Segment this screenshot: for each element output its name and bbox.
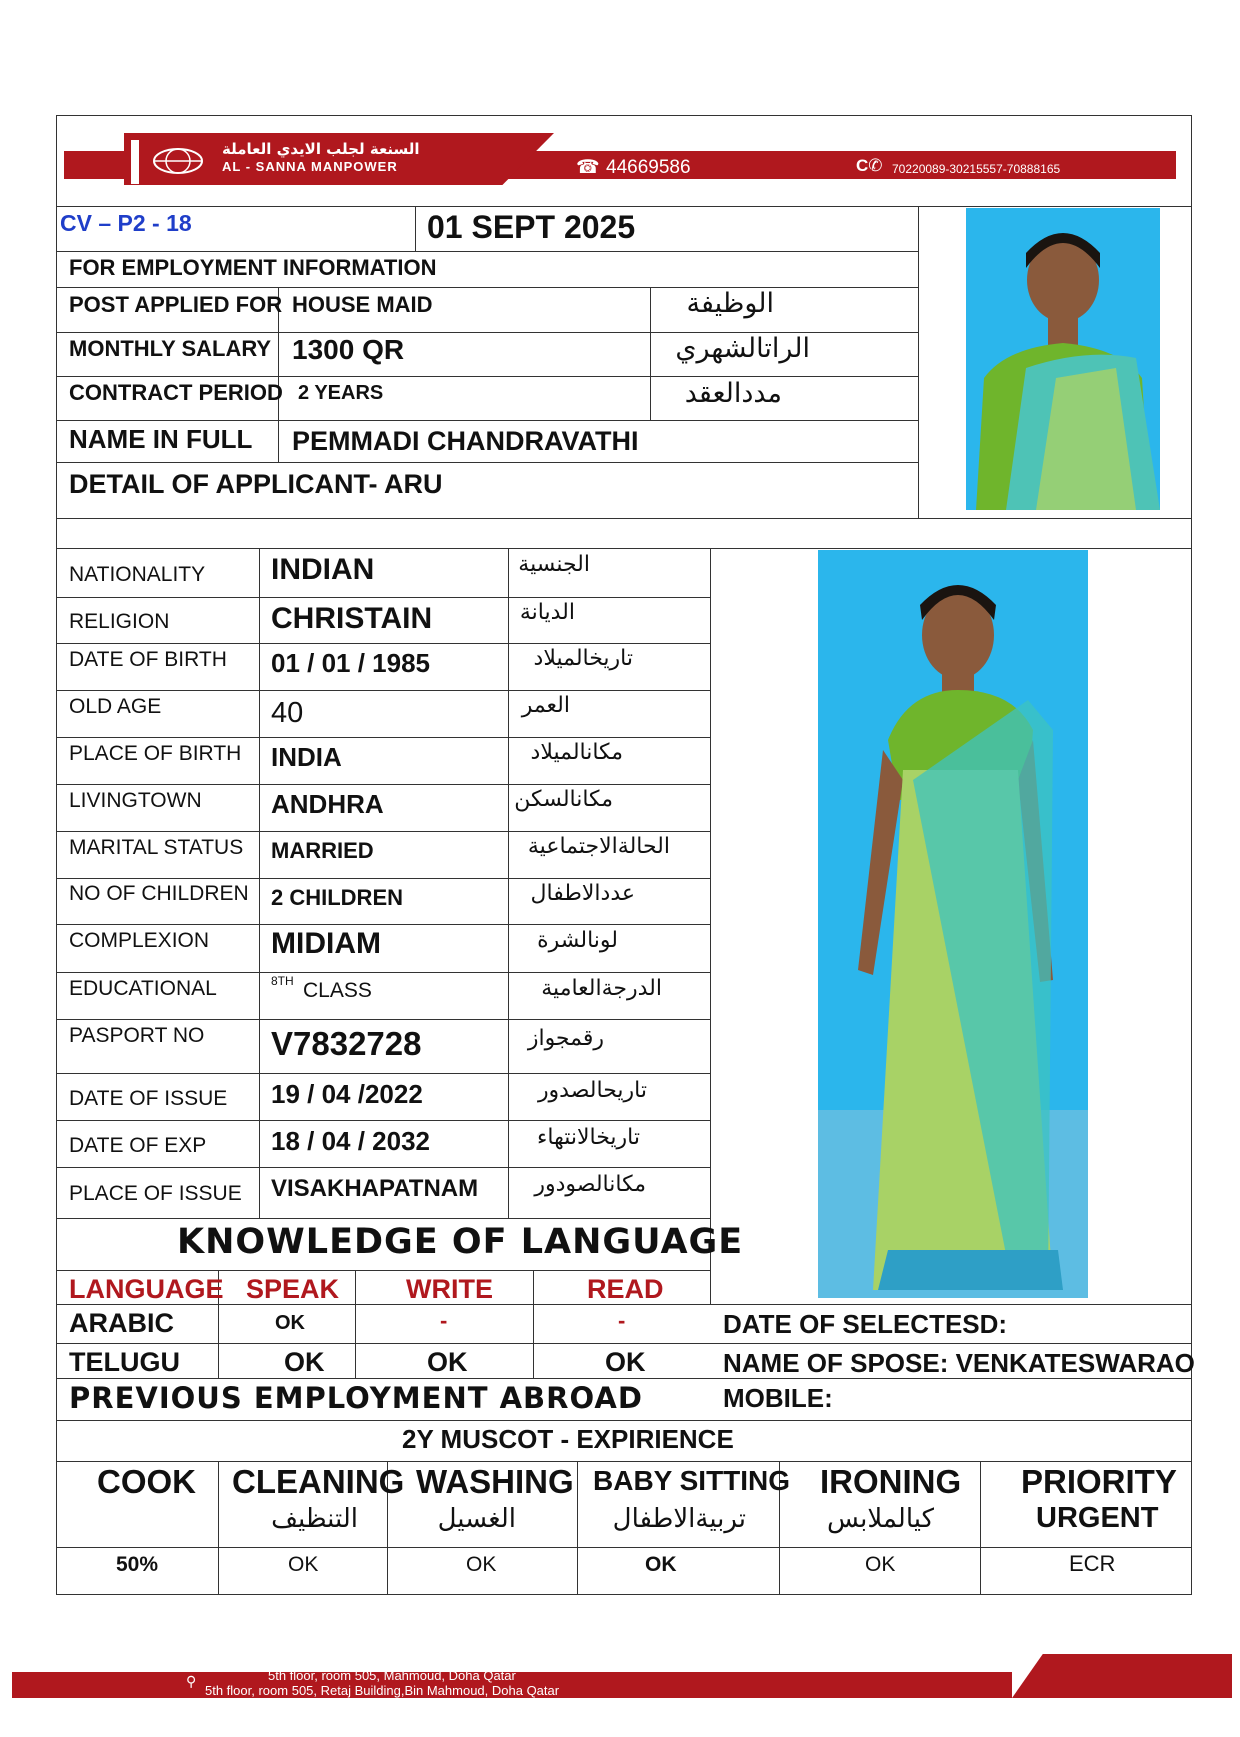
- divider: [56, 518, 1192, 519]
- marital-status-value: MARRIED: [271, 838, 374, 863]
- complexion-label: COMPLEXION: [69, 929, 210, 952]
- mobile-icon: C✆: [856, 156, 883, 175]
- nationality-value: INDIAN: [271, 553, 375, 586]
- language-write: OK: [427, 1347, 468, 1377]
- location-pin-icon: ⚲: [186, 1673, 197, 1689]
- date-selected-label: DATE OF SELECTESD:: [723, 1309, 1008, 1339]
- complexion-value: MIDIAM: [271, 927, 381, 960]
- mobile-label: MOBILE:: [723, 1383, 833, 1413]
- contract-value: 2 YEARS: [298, 382, 384, 404]
- divider: [415, 206, 416, 251]
- marital-status-label: MARITAL STATUS: [69, 836, 244, 859]
- place-of-issue-arabic: مكانالصودور: [534, 1172, 646, 1197]
- divider: [577, 1461, 578, 1595]
- place-of-birth-label: PLACE OF BIRTH: [69, 742, 242, 765]
- religion-value: CHRISTAIN: [271, 602, 433, 635]
- language-header-read: READ: [587, 1274, 664, 1304]
- age-arabic: العمر: [521, 693, 570, 718]
- divider: [56, 251, 918, 252]
- divider: [56, 1547, 1192, 1548]
- date-of-issue-value: 19 / 04 /2022: [271, 1079, 423, 1109]
- divider: [355, 1270, 356, 1378]
- skill-cook: COOK: [97, 1463, 196, 1500]
- divider: [56, 287, 918, 288]
- language-header-language: LANGUAGE: [69, 1274, 224, 1304]
- dob-value: 01 / 01 / 1985: [271, 648, 431, 678]
- religion-arabic: الديانة: [519, 600, 575, 625]
- divider: [56, 1343, 1192, 1344]
- salary-arabic: الراتالشهري: [675, 333, 810, 364]
- place-of-birth-arabic: مكانالميلاد: [530, 740, 623, 765]
- salary-value: 1300 QR: [292, 334, 405, 365]
- language-header-write: WRITE: [406, 1274, 493, 1304]
- divider: [259, 548, 260, 1218]
- telephone-icon: ☎: [576, 157, 600, 178]
- passport-value: V7832728: [271, 1025, 422, 1062]
- divider: [218, 1461, 219, 1595]
- company-mobiles: 70220089-30215557-70888165: [892, 162, 1061, 176]
- educational-superscript: 8TH: [271, 974, 294, 988]
- educational-value: CLASS: [303, 979, 372, 1002]
- company-name-english: AL - SANNA MANPOWER: [222, 159, 398, 174]
- divider: [56, 1420, 1192, 1421]
- spouse-name: NAME OF SPOSE: VENKATESWARAO: [723, 1348, 1195, 1378]
- divider: [56, 1019, 710, 1020]
- divider: [56, 690, 710, 691]
- divider: [650, 287, 651, 420]
- divider: [56, 784, 710, 785]
- skill-cook-value: 50%: [116, 1553, 159, 1576]
- date-of-issue-arabic: تاريحالصدور: [537, 1078, 647, 1103]
- applicant-full-length-photo: [818, 550, 1088, 1298]
- divider: [508, 548, 509, 1218]
- salary-label: MONTHLY SALARY: [69, 336, 272, 361]
- divider: [56, 1167, 710, 1168]
- footer-red-tab: [1012, 1654, 1232, 1698]
- company-phone: 44669586: [606, 157, 691, 178]
- divider: [56, 206, 1192, 207]
- complexion-arabic: لونالشرة: [537, 928, 618, 953]
- ecr-value: ECR: [1069, 1551, 1116, 1576]
- marital-status-arabic: الحالةالاجتماعية: [527, 834, 670, 859]
- place-of-issue-label: PLACE OF ISSUE: [69, 1182, 242, 1205]
- language-name: TELUGU: [69, 1347, 180, 1377]
- skill-ironing-value: OK: [865, 1553, 896, 1576]
- divider: [56, 924, 710, 925]
- language-speak: OK: [284, 1347, 325, 1377]
- divider: [56, 737, 710, 738]
- skill-baby-sitting: BABY SITTING: [593, 1465, 791, 1496]
- language-title: KNOWLEDGE OF LANGUAGE: [177, 1222, 744, 1262]
- skill-cleaning-value: OK: [288, 1553, 319, 1576]
- experience-text: 2Y MUSCOT - EXPIRIENCE: [402, 1424, 734, 1454]
- divider: [56, 1120, 710, 1121]
- date-of-exp-label: DATE OF EXP: [69, 1134, 207, 1157]
- date-of-exp-arabic: تاريخالانتهاء: [537, 1125, 640, 1150]
- livingtown-arabic: مكانالسكن: [514, 787, 613, 812]
- priority-label: PRIORITY: [1021, 1463, 1177, 1500]
- divider: [56, 597, 710, 598]
- divider: [56, 548, 1192, 549]
- cv-date: 01 SEPT 2025: [427, 209, 636, 245]
- skill-washing: WASHING: [416, 1463, 574, 1500]
- company-name-arabic: السنعة لجلب الايدي العاملة: [222, 140, 420, 158]
- language-read: -: [618, 1308, 626, 1333]
- skill-washing-value: OK: [466, 1553, 497, 1576]
- divider: [56, 972, 710, 973]
- passport-arabic: رقمجواز: [527, 1026, 604, 1051]
- footer-address-line2: 5th floor, room 505, Retaj Building,Bin Mahmoud, Doha Qatar: [205, 1683, 560, 1698]
- divider: [56, 376, 918, 377]
- religion-label: RELIGION: [69, 610, 170, 633]
- place-of-birth-value: INDIA: [271, 742, 342, 772]
- detail-title: DETAIL OF APPLICANT- ARU: [69, 469, 443, 499]
- name-label: NAME IN FULL: [69, 424, 253, 454]
- divider: [918, 206, 919, 518]
- post-value: HOUSE MAID: [292, 292, 433, 317]
- cv-code: CV – P2 - 18: [60, 210, 192, 236]
- divider: [56, 420, 918, 421]
- dob-arabic: تاريخالميلاد: [533, 646, 633, 671]
- divider: [56, 1218, 710, 1219]
- language-name: ARABIC: [69, 1308, 174, 1338]
- age-value: 40: [271, 697, 304, 729]
- divider: [56, 462, 918, 463]
- divider: [533, 1270, 534, 1378]
- dob-label: DATE OF BIRTH: [69, 648, 227, 671]
- livingtown-value: ANDHRA: [271, 789, 384, 819]
- skill-ironing: IRONING: [820, 1463, 962, 1500]
- contract-arabic: مددالعقد: [684, 378, 782, 409]
- children-value: 2 CHILDREN: [271, 885, 404, 910]
- skill-cleaning: CLEANING: [232, 1463, 405, 1500]
- post-label: POST APPLIED FOR: [69, 292, 283, 317]
- children-arabic: عددالاطفال: [530, 881, 635, 906]
- post-arabic: الوظيفة: [686, 288, 774, 319]
- divider: [56, 831, 710, 832]
- divider: [56, 878, 710, 879]
- divider: [56, 1270, 710, 1271]
- livingtown-label: LIVINGTOWN: [69, 789, 202, 812]
- skill-baby-sitting-arabic: تربيةالاطفال: [612, 1504, 746, 1534]
- skill-cleaning-arabic: التنظيف: [271, 1504, 358, 1534]
- skill-baby-sitting-value: OK: [645, 1553, 677, 1576]
- contract-label: CONTRACT PERIOD: [69, 380, 283, 405]
- divider: [980, 1461, 981, 1595]
- educational-arabic: الدرجةالعامية: [541, 976, 662, 1001]
- applicant-name: PEMMADI CHANDRAVATHI: [292, 426, 639, 456]
- language-read: OK: [605, 1347, 646, 1377]
- applicant-portrait-photo: [966, 208, 1160, 510]
- skill-ironing-arabic: كيالملابس: [827, 1504, 934, 1534]
- divider: [56, 1073, 710, 1074]
- skill-washing-arabic: الغسيل: [437, 1504, 516, 1534]
- date-of-exp-value: 18 / 04 / 2032: [271, 1126, 431, 1156]
- passport-label: PASPORT NO: [69, 1024, 205, 1047]
- previous-employment-title: PREVIOUS EMPLOYMENT ABROAD: [69, 1381, 643, 1415]
- educational-label: EDUCATIONAL: [69, 977, 217, 1000]
- language-speak: OK: [275, 1312, 305, 1334]
- divider: [56, 643, 710, 644]
- age-label: OLD AGE: [69, 695, 162, 718]
- language-header-speak: SPEAK: [246, 1274, 340, 1304]
- footer-address-line1: 5th floor, room 505, Mahmoud, Doha Qatar: [268, 1668, 516, 1683]
- nationality-arabic: الجنسية: [518, 552, 590, 577]
- date-of-issue-label: DATE OF ISSUE: [69, 1087, 228, 1110]
- language-write: -: [440, 1308, 448, 1333]
- nationality-label: NATIONALITY: [69, 563, 206, 586]
- divider: [56, 1461, 1192, 1462]
- priority-value: URGENT: [1036, 1502, 1159, 1534]
- place-of-issue-value: VISAKHAPATNAM: [271, 1175, 479, 1202]
- divider: [710, 548, 711, 1304]
- children-label: NO OF CHILDREN: [69, 882, 249, 905]
- employment-section-title: FOR EMPLOYMENT INFORMATION: [69, 255, 437, 280]
